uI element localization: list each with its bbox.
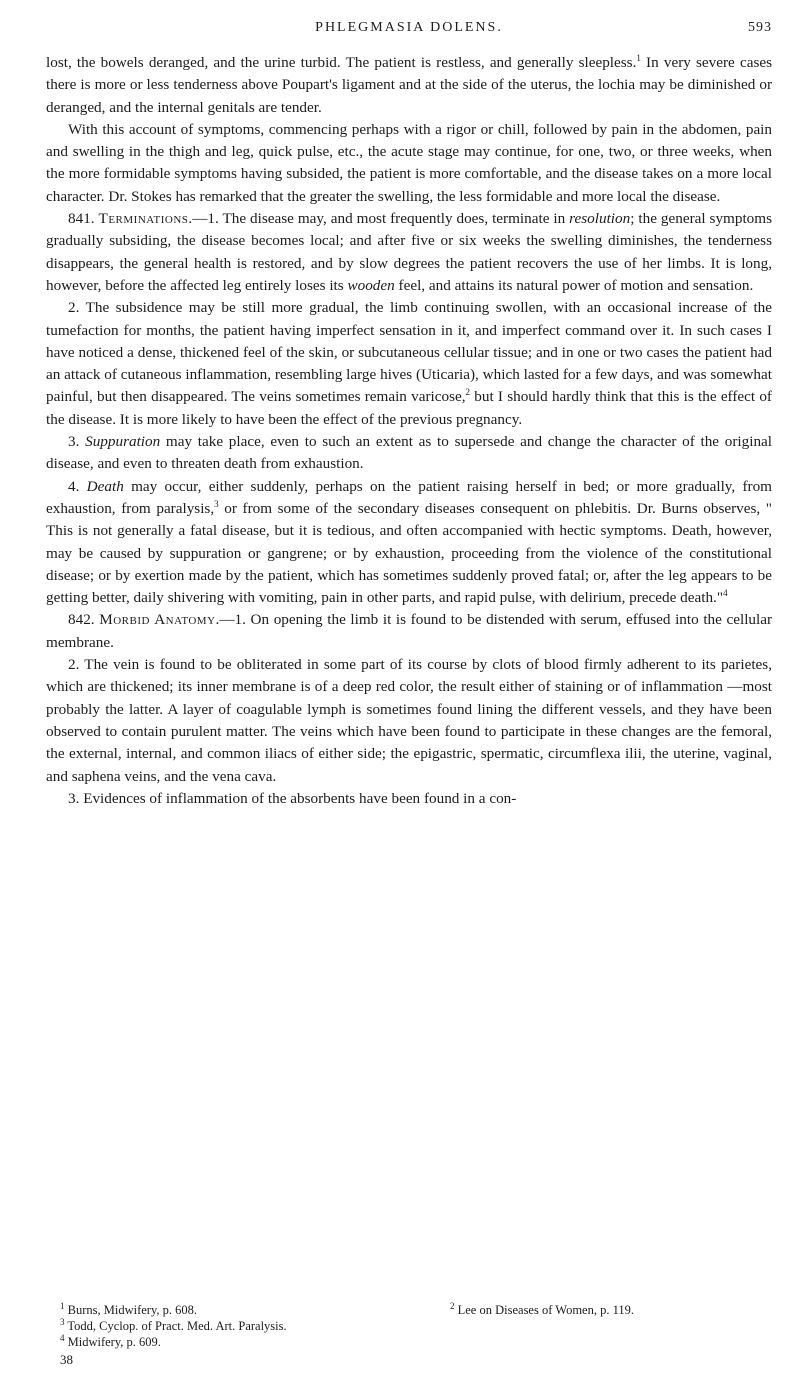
footnote-2: $^2$ Lee on Diseases of Women, p. 119. [450,1300,635,1317]
section-842-morbid-anatomy: 842. Morbid Anatomy.—1. On opening the limb it is found to be distended with serum, effused into the cellular membrane. [46,611,773,651]
section-heading: Morbid Anatomy [99,611,216,629]
footnote-row [46,1334,772,1350]
footnote-ref: 2 [465,387,471,398]
section-heading: Terminations [98,210,189,228]
paragraph-vein-findings: 2. The vein is found to be obliterated in some part of its course by clots of blood firmly adherent to its parietes, which are thickened; its inner membrane is of a deep red color, the result either of staining or of inflammation —most probably the latter. A layer of coagulable lymph is sometimes found lining the different vessels, and they have been observed to contain purulent matter. The veins which have been found to participate in these changes are the femoral, the external, internal, and common iliacs of either side; the epigastric, spermatic, circumflexa ilii, the uterine, vaginal, and saphena veins, and the vena cava. [46,656,772,785]
footnote-row [46,1302,772,1318]
running-head-title: PHLEGMASIA DOLENS. [315,20,503,35]
footnote-ref: 1 [636,52,641,63]
footnote-3: $^3$ Todd, Cyclop. of Pract. Med. Art. Paralysis. [60,1316,287,1333]
footnotes [46,1302,772,1350]
page-number: 593 [748,20,772,35]
running-head [46,20,772,42]
paragraph-symptoms-summary: With this account of symptoms, commencing perhaps with a rigor or chill, followed by pain in the abdomen, pain and swelling in the thigh and leg, quick pulse, etc., the acute stage may continue, for one, two, or three weeks, when the more formidable symptoms having subsided, the patient is more comfortable, and the disease takes on a more local character. Dr. Stokes has remarked that the greater the swelling, the less formidable and more local the disease. [46,120,772,205]
signature-mark: 38 [60,1352,73,1367]
book-page [46,0,772,1396]
paragraph-absorbents: 3. Evidences of inflammation of the absorbents have been found in a con- [68,789,517,807]
section-841-terminations: 841. Terminations.—1. The disease may, and most frequently does, terminate in resolution; the general symptoms gradually subsiding, the disease becomes local; and after five or six weeks the swelling diminishes, the tenderness disappears, the general health is restored, and by slow degrees the patient recovers the use of her limbs. It is long, however, before the affected leg entirely loses its wooden feel, and attains its natural power of motion and sensation. [46,210,773,294]
paragraph-death: 4. Death may occur, either suddenly, perhaps on the patient raising herself in bed; or more gradually, from exhaustion, from paralysis,$^3$ or from some of the secondary diseases consequent on phlebitis. Dr. Burns observes, " This is not generally a fatal disease, but it is tedious, and often accompanied with hectic symptoms. Death, however, may be caused by suppuration or gangrene; or by exhaustion, proceeding from the violence of the constitutional disease; or by exertion made by the patient, which has sometimes suddenly proved fatal; or, after the leg appears to be getting better, daily shivering with vomiting, pain in other parts, and rapid pulse, with delirium, precede death."$^4$ [46,477,773,607]
footnote-row [46,1318,772,1334]
body-text [46,52,772,810]
paragraph-suppuration: 3. Suppuration may take place, even to such an extent as to supersede and change the character of the original disease, and even to threaten death from exhaustion. [46,433,773,473]
footnote-ref: 4 [723,588,728,599]
paragraph-continued: lost, the bowels deranged, and the urine turbid. The patient is restless, and generally sleepless.$^1$ In very severe cases there is more or less tenderness above Poupart's ligament and at the side of the uterus, the lochia may be diminished or deranged, and the internal genitals are tender. [46,52,773,116]
footnote-1: $^1$ Burns, Midwifery, p. 608. [60,1300,198,1317]
footnote-ref: 3 [214,498,219,509]
footnote-4: $^4$ Midwifery, p. 609. [60,1332,161,1349]
paragraph-subsidence: 2. The subsidence may be still more gradual, the limb continuing swollen, with an occasional increase of the tumefaction for months, the patient having imperfect sensation in it, and imperfect command over it. In such cases I have noticed a dense, thickened feel of the skin, or subcutaneous cellular tissue; and in one or two cases the patient had an attack of cutaneous inflammation, resembling large hives (Uticaria), which lasted for a few days, and was somewhat painful, but then disappeared. The veins sometimes remain varicose,$^2$ but I should hardly think that this is the effect of the disease. It is more likely to have been the effect of the previous pregnancy. [46,299,772,428]
